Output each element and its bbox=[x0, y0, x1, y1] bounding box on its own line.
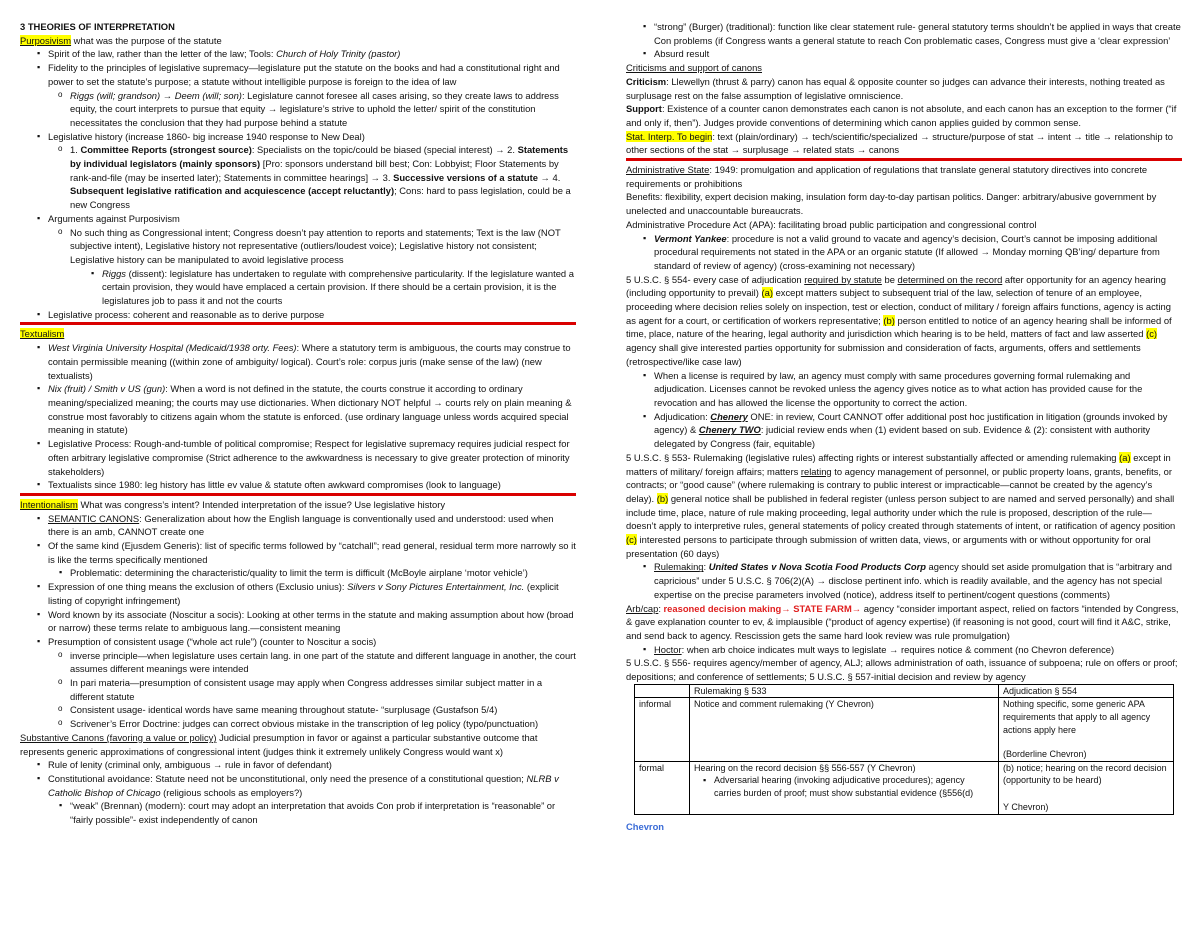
table-header-rulemaking: Rulemaking § 533 bbox=[690, 684, 999, 698]
outline-item: ▪ Fidelity to the principles of legislative supremacy—legislature put the statute on the books and had a constitutional right and power to set the statute’s purpose; a statute without intelligible purpose is foreign to the idea of law o Riggs (will; grandson) → Deem (will; son): Legislature cannot foresee all cases arising, so they create laws to address equity, the court interprets to pursue that equity → legislature’s strive to uphold the letter/ spirit of the constitution necessitates the conclusion that they had purpose behind a statute bbox=[48, 61, 576, 130]
outline-paragraph: Purposivism what was the purpose of the statute bbox=[20, 34, 222, 46]
outline-item: ▪ Expression of one thing means the exclusion of others (Exclusio unius): Silvers v Sony Pictures Entertainment, Inc. (explicit listing of copyright infringement) bbox=[48, 580, 576, 607]
table-row-formal bbox=[635, 761, 1174, 814]
outline-paragraph: 5 U.S.C. § 554- every case of adjudication required by statute be determined on the record after opportunity for an agency hearing (including opportunity to prevail) (a) except matters subject to subsequent trial of the law, selection of tenure of an employee, proceeding where decision relies solely on inspection, test or election, conduct of military / foreign affairs functions, agency is acting as agent for a court, or certification of workers representative; (b) person entitled to notice of an agency hearing shall be informed of time, place, nature of the hearing, legal authority and jurisdiction which hearing is to be held, matters of fact and law asserted (c) agency shall give interested parties opportunity for submission and consideration of facts, arguments, offers and settlements (retrospective/like case law) bbox=[626, 273, 1172, 367]
cell-text: Nothing specific, some generic APA requirements that apply to all agency actions apply here bbox=[1003, 699, 1151, 735]
section-divider bbox=[20, 493, 576, 496]
outline-item: o No such thing as Congressional intent; Congress doesn’t pay attention to reports and statements; Text is the law (NOT subjective intent), Legislative history not representative (outliers/loudest voice); Legislative history not consistent; Legislative history can be manipulated to avoid legislative process ▪ Riggs (dissent): legislature has undertaken to regulate with comprehensive particularity. If the legislature wanted a certain provision, they would have emplaced a certain provision. If there should be a certain provision, it is the legislatures job to pass it and not the courts bbox=[70, 226, 576, 308]
outline-item: ▪ Hoctor: when arb choice indicates mult ways to legislate → requires notice & comment (no Chevron deference) bbox=[654, 643, 1182, 657]
outline-item: ▪ “strong” (Burger) (traditional): function like clear statement rule- general statutory terms shouldn’t be applied in ways that create Con problems (if Congress wants a general statute to reach Con problematic cases, Congress must give a ‘clear expression’ bbox=[654, 20, 1182, 47]
table-cell bbox=[690, 761, 999, 814]
table-header-adjudication: Adjudication § 554 bbox=[999, 684, 1174, 698]
outline-item: o Scrivener’s Error Doctrine: judges can correct obvious mistake in the transcription of leg policy (typo/punctuation) bbox=[70, 717, 576, 731]
outline-paragraph: Textualism bbox=[20, 328, 65, 340]
outline-item: o In pari materia—presumption of consistent usage may apply when Congress addresses similar subject matter in a different statute bbox=[70, 676, 576, 703]
table-header-row bbox=[635, 684, 1174, 698]
outline-list bbox=[626, 643, 1182, 657]
outline-item: ▪ Riggs (dissent): legislature has undertaken to regulate with comprehensive particularity. If the legislature wanted a certain provision, they would have emplaced a certain provision. If there should be a certain provision, it is the legislatures job to pass it and not the courts bbox=[102, 267, 576, 308]
outline-item: ▪ Absurd result bbox=[654, 47, 1182, 61]
outline-item: ▪ Arguments against Purposivism o No such thing as Congressional intent; Congress doesn’t pay attention to reports and statements; Text is the law (NOT subjective intent), Legislative history not representative (outliers/loudest voice); Legislative history not consistent; Legislative history can be manipulated to avoid legislative process ▪ Riggs (dissent): legislature has undertaken to regulate with comprehensive particularity. If the legislature wanted a certain provision, they would have emplaced a certain provision. If there should be a certain provision, it is the legislatures job to pass it and not the courts bbox=[48, 212, 576, 308]
outline-paragraph: Substantive Canons (favoring a value or policy) Judicial presumption in favor or against a particular substantive outcome that represents generic approximations of congressional intent (judges think it extremely unlikely Congress would want x) bbox=[20, 731, 538, 757]
table-row-label: informal bbox=[635, 698, 690, 761]
procedure-table bbox=[634, 684, 1174, 815]
outline-paragraph: Stat. Interp. To begin: text (plain/ordinary) → tech/scientific/specialized → structure/purpose of stat → intent → title → relationship to other sections of the stat → surplusage → related stats → canons bbox=[626, 130, 1173, 156]
outline-item: ▪ Word known by its associate (Noscitur a socis): Looking at other terms in the statute and making assumption about how (broad or narrow) these terms relate to ambiguous lang.—consistent meaning bbox=[48, 608, 576, 635]
outline-item: o Consistent usage- identical words have same meaning throughout statute- “surplusage (Gustafson 5/4) bbox=[70, 703, 576, 717]
cell-text: (b) notice; hearing on the record decision (opportunity to be heard) bbox=[1003, 762, 1167, 786]
outline-item: ▪ Of the same kind (Ejusdem Generis): list of specific terms followed by “catchall”; read general, residual term more narrowly so it is like the terms specifically mentioned ▪ Problematic: determining the characteristic/quality to limit the term is difficult (McBoyle airplane ‘motor vehicle’) bbox=[48, 539, 576, 580]
outline-list bbox=[20, 47, 576, 321]
outline-list bbox=[20, 758, 576, 827]
outline-list bbox=[48, 89, 576, 130]
outline-item: ▪ Nix (fruit) / Smith v US (gun): When a word is not defined in the statute, the courts construe it according to ordinary meaning/specialized meaning; the courts may use dictionaries. When dictionary NOT helpful → courts rely on plain meaning & construe most favorably to citizens again whom the statute is enforced. (use ordinary language unless words acquired special meaning in statute) bbox=[48, 382, 576, 437]
outline-paragraph: 5 U.S.C. § 553- Rulemaking (legislative rules) affecting rights or interest substantially affected or amending rulemaking (a) except in matters of military/ foreign affairs; matters relating to agency management of personnel, or public property loans, grants, benefits, or contracts; or “good cause” (where rulemaking is contrary to public interest or impracticable—cannot be created by the agency’s delay). (b) general notice shall be published in federal register (unless person subject to are named and served personally) and shall include time, place, nature of rule making proceeding, legal authority under which the rule is proposed, description of the rule—doesn’t apply to interpretive rules, general statements of policy created through statements of intent, or ratification of agency position (c) interested persons to participate through submission of written data, views, or arguments with or without opportunity for oral presentation (60 days) bbox=[626, 451, 1176, 559]
outline-paragraph: Administrative Procedure Act (APA): facilitating broad public participation and congressional control bbox=[626, 218, 1037, 230]
outline-item: ▪ When a license is required by law, an agency must comply with same procedures governing formal rulemaking and adjudication. Licenses cannot be revoked unless the agency gives notice as to what action has provided cause for the revocation and has allowed the license the opportunity to correct the action. bbox=[654, 369, 1182, 410]
outline-paragraph: Criticisms and support of canons bbox=[626, 62, 762, 74]
outline-item: ▪ Vermont Yankee: procedure is not a valid ground to vacate and agency’s decision, Court’s cannot be imposing additional procedural requirements not stated in the APA or an organic statute (If allowed → Monday morning QB’ing/ departure from standard of review of agency) (cross-examining not necessary) bbox=[654, 232, 1182, 273]
outline-item: ▪ West Virginia University Hospital (Medicaid/1938 orty. Fees): Where a statutory term is ambiguous, the courts may construe to contain permissible meaning ((within zone of ambiguity/ logical). Court’s role: corpus juris (make sense of the law) (new textualists) bbox=[48, 341, 576, 382]
outline-list bbox=[48, 799, 576, 826]
table-cell: Notice and comment rulemaking (Y Chevron) bbox=[690, 698, 999, 761]
footer-heading: Chevron bbox=[626, 820, 665, 832]
outline-right-body bbox=[626, 20, 1182, 684]
outline-list bbox=[20, 512, 576, 731]
outline-item: ▪ Legislative Process: Rough-and-tumble of political compromise; Respect for legislative supremacy requires judicial respect for often arbitrary legislative compromise (Strict adherence to the awkwardness is necessary to give greater protection of minority stakeholders) bbox=[48, 437, 576, 478]
outline-item: ▪ Presumption of consistent usage (“whole act rule”) (counter to Noscitur a socis) o inverse principle—when legislature uses certain lang. in one part of the statute and different language in another, the court assumes different meanings were intended o In pari materia—presumption of consistent usage may apply when Congress addresses similar subject matter in a different statute o Consistent usage- identical words have same meaning throughout statute- “surplusage (Gustafson 5/4) o Scrivener’s Error Doctrine: judges can correct obvious mistake in the transcription of leg policy (typo/punctuation) bbox=[48, 635, 576, 731]
table-row-label: formal bbox=[635, 761, 690, 814]
outline-list bbox=[48, 226, 576, 308]
outline-item: ▪ Adjudication: Chenery ONE: in review, Court CANNOT offer additional post hoc justification in litigation (grounds invoked by agency) & Chenery TWO: judicial review ends when (1) evident based on sub. Evidence & (2): consistent with authority delegated by Congress (fair, equitable) bbox=[654, 410, 1182, 451]
outline-paragraph: Intentionalism What was congress’s intent? Intended interpretation of the issue? Use legislative history bbox=[20, 498, 446, 510]
outline-list bbox=[70, 267, 576, 308]
outline-paragraph: Criticism: Llewellyn (thrust & parry) canon has equal & opposite counter so judges can advance their interests, nothing treated as surplusage rest on the false assumption of legislative omniscience. bbox=[626, 75, 1165, 101]
section-divider bbox=[626, 158, 1182, 161]
outline-item: ▪ Spirit of the law, rather than the letter of the law; Tools: Church of Holy Trinity (pastor) bbox=[48, 47, 576, 61]
outline-list bbox=[48, 649, 576, 731]
outline-item: ▪ Rule of lenity (criminal only, ambiguous → rule in favor of defendant) bbox=[48, 758, 576, 772]
outline-item: ▪ Legislative process: coherent and reasonable as to derive purpose bbox=[48, 308, 576, 322]
outline-item: o inverse principle—when legislature uses certain lang. in one part of the statute and different language in another, the court assumes different meanings were intended bbox=[70, 649, 576, 676]
outline-list bbox=[626, 232, 1182, 273]
cell-text: Hearing on the record decision §§ 556-557 (Y Chevron) bbox=[694, 762, 916, 773]
outline-paragraph: Benefits: flexibility, expert decision making, insulation form day-to-day partisan politics. Danger: arbitrary/abusive government by unelected and unaccountable bureaucrats. bbox=[626, 191, 1157, 217]
outline-item: o Riggs (will; grandson) → Deem (will; son): Legislature cannot foresee all cases arising, so they create laws to address equity, the court interprets to pursue that equity → legislature’s strive to uphold the letter/ spirit of the constitution necessitates the conclusion that they had purpose behind a statute bbox=[70, 89, 576, 130]
outline-list bbox=[626, 47, 1182, 61]
outline-item: ▪ Rulemaking: United States v Nova Scotia Food Products Corp agency should set aside promulgation that is “arbitrary and capricious” under 5 U.S.C. § 706(2)(A) → disclose pertinent info. which is readily available, and the agency has not special expertise on the precise parameters involved (notice), address itself to pertinent/cogent questions (comments) bbox=[654, 560, 1182, 601]
table-cell bbox=[999, 761, 1174, 814]
table-cell bbox=[635, 684, 690, 698]
outline-item: o 1. Committee Reports (strongest source): Specialists on the topic/could be biased (special interest) → 2. Statements by individual legislators (mainly sponsors) [Pro: sponsors understand bill best; Con: Lobbyist; Floor Statements by rank-and-file (may be inserted later); Statements in committee hearings] → 3. Successive versions of a statute → 4. Subsequent legislative ratification and acquiescence (accept reluctantly); Cons: hard to pass legislation, could be a new Congress bbox=[70, 143, 576, 212]
section-divider bbox=[20, 322, 576, 325]
outline-paragraph: 5 U.S.C. § 556- requires agency/member of agency, ALJ; allows administration of oath, issuance of subpoena; rule on offers or proof; depositions; and conference of settlements; 5 U.S.C. § 557-initial decision and review by agency bbox=[626, 657, 1178, 683]
outline-list bbox=[626, 369, 1182, 451]
outline-paragraph: Administrative State: 1949: promulgation and application of regulations that translate general statutory directives into concrete requirements or prohibitions bbox=[626, 164, 1148, 189]
outline-list bbox=[626, 20, 1182, 47]
outline-list bbox=[20, 341, 576, 492]
outline-item: ▪ Problematic: determining the characteristic/quality to limit the term is difficult (McBoyle airplane ‘motor vehicle’) bbox=[70, 566, 576, 580]
cell-text: (Borderline Chevron) bbox=[1003, 749, 1087, 760]
outline-paragraph: Arb/cap: reasoned decision making→ STATE FARM→ agency “consider important aspect, relied on factors “intended by Congress, & gave explanation counter to ev, & implausible (“product of agency expertise) (if reasoning is not good, court will find it A&C, strike, and send back to agency. Rescission gets the same hard look review was rule promulgation) bbox=[626, 602, 1179, 641]
cell-text: Y Chevron) bbox=[1003, 801, 1049, 812]
outline-list bbox=[48, 566, 576, 580]
table-row-informal bbox=[635, 698, 1174, 761]
outline-list bbox=[626, 560, 1182, 601]
table-cell bbox=[999, 698, 1174, 761]
outline-item: ▪ Constitutional avoidance: Statute need not be unconstitutional, only need the presence of a constitutional question; NLRB v Catholic Bishop of Chicago (religious schools as employers?) ▪ “weak” (Brennan) (modern): court may adopt an interpretation that avoids Con prob if interpretation is “reasonable” or “fairly possible”- exist independently of canon bbox=[48, 772, 576, 827]
outline-paragraph: 3 THEORIES OF INTERPRETATION bbox=[20, 21, 175, 32]
outline-item: ▪ “weak” (Brennan) (modern): court may adopt an interpretation that avoids Con prob if interpretation is “reasonable” or “fairly possible”- exist independently of canon bbox=[70, 799, 576, 826]
outline-item: ▪ Legislative history (increase 1860- big increase 1940 response to New Deal) o 1. Committee Reports (strongest source): Specialists on the topic/could be biased (special interest) → 2. Statements by individual legislators (mainly sponsors) [Pro: sponsors understand bill best; Con: Lobbyist; Floor Statements by rank-and-file (may be inserted later); Statements in committee hearings] → 3. Successive versions of a statute → 4. Subsequent legislative ratification and acquiescence (accept reluctantly); Cons: hard to pass legislation, could be a new Congress bbox=[48, 130, 576, 212]
outline-right-column bbox=[626, 20, 1182, 833]
outline-list bbox=[48, 143, 576, 212]
outline-paragraph: Support: Existence of a counter canon demonstrates each canon is not absolute, and each canon has an exception to the former (“if and only if, then”). Judges provide conventions of determining which canon applies guided by common sense. bbox=[626, 103, 1177, 128]
outline-left-column bbox=[20, 20, 576, 827]
outline-item: ▪ Textualists since 1980: leg history has little ev value & statute often awkward compromises (look to language) bbox=[48, 478, 576, 492]
outline-item: ▪ SEMANTIC CANONS: Generalization about how the English language is conventionally used and understood: used when there is an amb, CANNOT create one bbox=[48, 512, 576, 539]
list-item: ▪ Adversarial hearing (invoking adjudicative procedures); agency carries burden of proof; must show substantial evidence (§556(d) bbox=[714, 774, 994, 799]
